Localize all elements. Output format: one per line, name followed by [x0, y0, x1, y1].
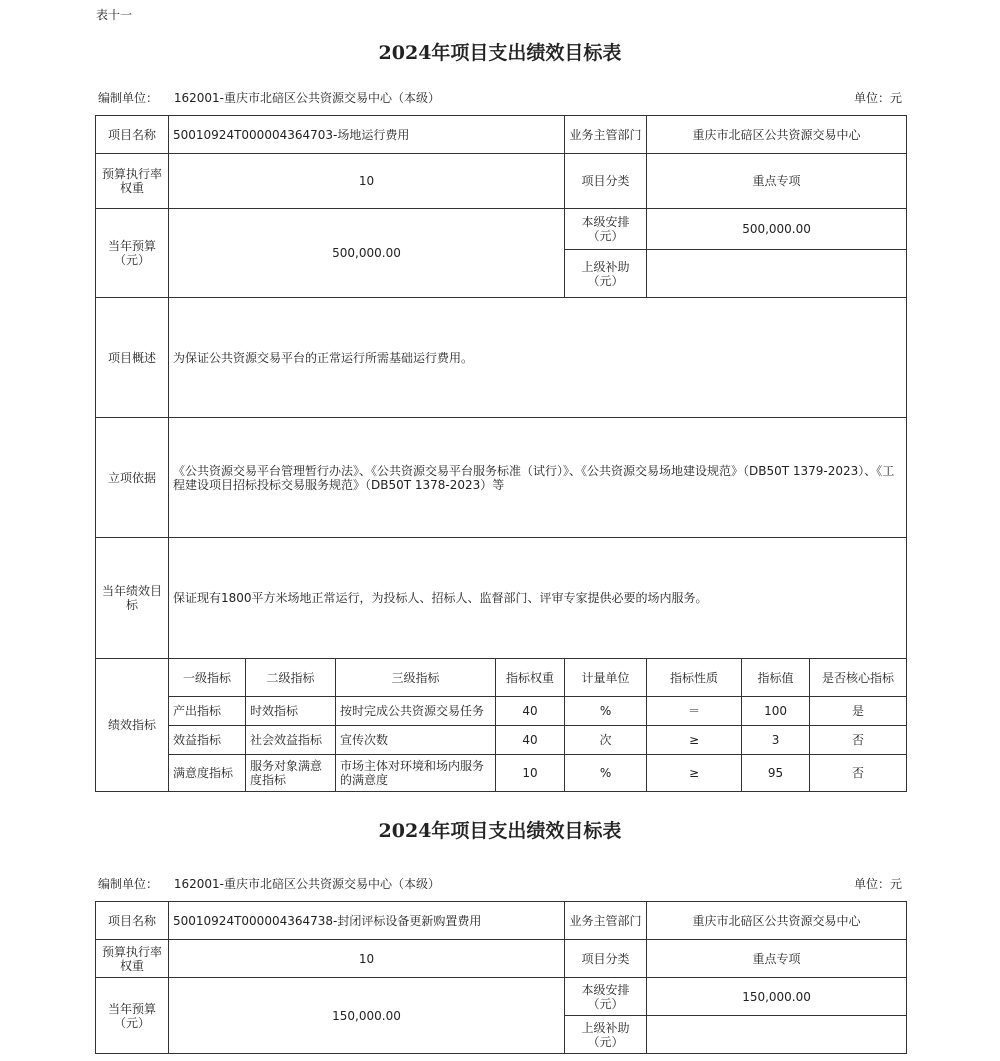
rate-value: 10 — [169, 940, 565, 978]
table-cell: 100 — [742, 697, 810, 726]
table-cell: ≥ — [647, 755, 742, 792]
category-label: 项目分类 — [565, 940, 647, 978]
header-cell: 是否核心指标 — [810, 659, 907, 697]
table-cell: 否 — [810, 726, 907, 755]
header-cell: 计量单位 — [565, 659, 647, 697]
goal-label: 当年绩效目标 — [96, 538, 169, 659]
dept-value: 重庆市北碚区公共资源交易中心 — [647, 116, 907, 154]
local-label: 本级安排（元） — [565, 978, 647, 1016]
org-value: 162001-重庆市北碚区公共资源交易中心（本级） — [173, 877, 440, 891]
local-label: 本级安排（元） — [565, 209, 647, 250]
category-value: 重点专项 — [647, 154, 907, 209]
table-cell: 40 — [496, 726, 565, 755]
table-cell: ＝ — [647, 697, 742, 726]
local-value: 500,000.00 — [647, 209, 907, 250]
org-label: 编制单位： — [98, 877, 159, 891]
upper-value — [647, 250, 907, 298]
table-row — [96, 726, 907, 755]
table-cell: 40 — [496, 697, 565, 726]
overview-value: 为保证公共资源交易平台的正常运行所需基础运行费用。 — [169, 298, 907, 418]
unit-text: 单位：元 — [853, 877, 902, 891]
budget-label: 当年预算（元） — [96, 978, 169, 1054]
overview-label: 项目概述 — [96, 298, 169, 418]
table-cell: 满意度指标 — [169, 755, 246, 792]
table-cell: 社会效益指标 — [246, 726, 336, 755]
table-cell: 次 — [565, 726, 647, 755]
table-cell: 时效指标 — [246, 697, 336, 726]
table-cell: 否 — [810, 755, 907, 792]
page-title: 2024年项目支出绩效目标表 — [378, 820, 622, 842]
project-name-label: 项目名称 — [96, 116, 169, 154]
header-cell: 二级指标 — [246, 659, 336, 697]
table-cell: 产出指标 — [169, 697, 246, 726]
project-name-label: 项目名称 — [96, 902, 169, 940]
dept-label: 业务主管部门 — [565, 902, 647, 940]
category-label: 项目分类 — [565, 154, 647, 209]
budget-value: 500,000.00 — [169, 209, 565, 298]
performance-table — [95, 901, 907, 1054]
header-cell: 指标值 — [742, 659, 810, 697]
upper-label: 上级补助（元） — [565, 250, 647, 298]
table-cell: ≥ — [647, 726, 742, 755]
rate-label: 预算执行率权重 — [96, 154, 169, 209]
table-row — [96, 697, 907, 726]
table-cell: 按时完成公共资源交易任务 — [336, 697, 496, 726]
table-cell: 3 — [742, 726, 810, 755]
table-cell: 服务对象满意度指标 — [246, 755, 336, 792]
dept-label: 业务主管部门 — [565, 116, 647, 154]
category-value: 重点专项 — [647, 940, 907, 978]
header-cell: 三级指标 — [336, 659, 496, 697]
table-cell: % — [565, 755, 647, 792]
dept-value: 重庆市北碚区公共资源交易中心 — [647, 902, 907, 940]
unit-text: 单位：元 — [853, 91, 902, 105]
upper-value — [647, 1016, 907, 1054]
table-cell: 是 — [810, 697, 907, 726]
org-label: 编制单位： — [98, 91, 159, 105]
basis-value: 《公共资源交易平台管理暂行办法》、《公共资源交易平台服务标准（试行）》、《公共资源交易场地建设规范》（DB50T 1379-2023）、《工程建设项目招标投标交易服务规范》（DB50T 1378-2023）等 — [169, 418, 907, 538]
table-cell: 10 — [496, 755, 565, 792]
budget-label: 当年预算（元） — [96, 209, 169, 298]
org-line — [98, 89, 440, 106]
table-cell: 市场主体对环境和场内服务的满意度 — [336, 755, 496, 792]
page-title: 2024年项目支出绩效目标表 — [378, 42, 622, 64]
project-name-value: 50010924T000004364703-场地运行费用 — [169, 116, 565, 154]
performance-table — [95, 115, 907, 792]
table-cell: 95 — [742, 755, 810, 792]
header-cell: 一级指标 — [169, 659, 246, 697]
table-cell: 效益指标 — [169, 726, 246, 755]
basis-label: 立项依据 — [96, 418, 169, 538]
org-value: 162001-重庆市北碚区公共资源交易中心（本级） — [173, 91, 440, 105]
header-cell: 指标性质 — [647, 659, 742, 697]
org-line — [98, 875, 440, 892]
rate-value: 10 — [169, 154, 565, 209]
rate-label: 预算执行率权重 — [96, 940, 169, 978]
goal-value: 保证现有1800平方米场地正常运行，为投标人、招标人、监督部门、评审专家提供必要的场内服务。 — [169, 538, 907, 659]
indicator-label: 绩效指标 — [96, 659, 169, 792]
table-number: 表十一 — [96, 8, 133, 22]
local-value: 150,000.00 — [647, 978, 907, 1016]
table-cell: % — [565, 697, 647, 726]
budget-value: 150,000.00 — [169, 978, 565, 1054]
indicator-header-row — [96, 659, 907, 697]
project-name-value: 50010924T000004364738-封闭评标设备更新购置费用 — [169, 902, 565, 940]
table-row — [96, 755, 907, 792]
header-cell: 指标权重 — [496, 659, 565, 697]
table-cell: 宣传次数 — [336, 726, 496, 755]
upper-label: 上级补助（元） — [565, 1016, 647, 1054]
